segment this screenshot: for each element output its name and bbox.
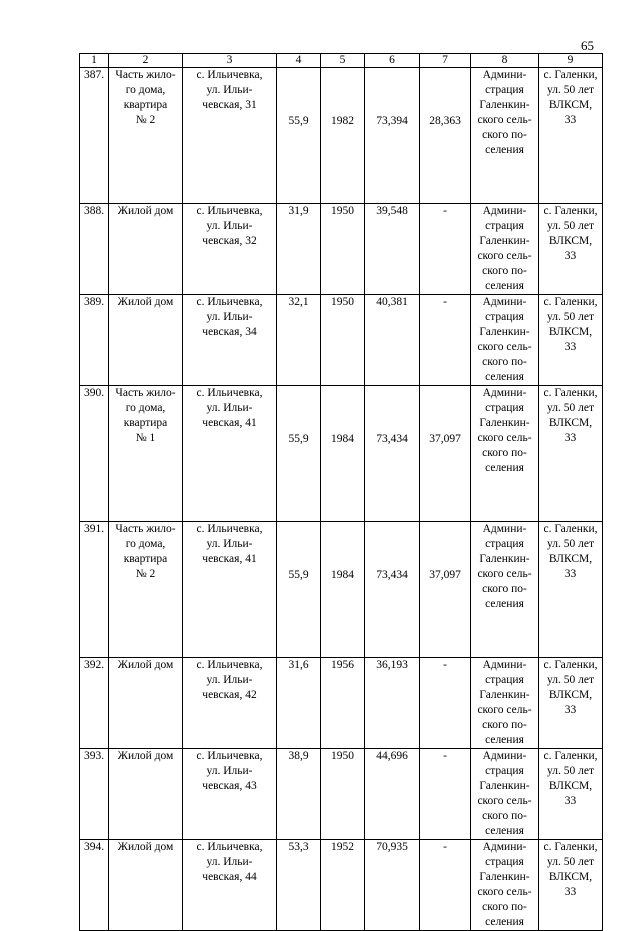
cell-line: с. Галенки, [543,750,598,762]
value-cell: 73,394 [365,68,420,204]
cell-line: страция [485,84,524,96]
cell-line: Галенкин- [479,417,530,429]
table-row [80,658,603,749]
residual-value-cell: 28,363 [420,68,471,204]
column-number: 7 [420,54,471,68]
row-number: 389. [80,295,109,386]
cell-line: с. Галенки, [543,205,598,217]
year-cell: 1956 [321,658,365,749]
owner-cell [471,295,539,386]
cell-line: с. Галенки, [543,841,598,853]
cell-line: ул. Ильи- [206,538,253,550]
value-cell: 39,548 [365,204,420,295]
cell-line: с. Ильичевка, [196,659,263,671]
property-registry-table [79,53,603,931]
cell-line: с. Галенки, [543,69,598,81]
cell-line: с. Ильичевка, [196,296,263,308]
cell-line: 33 [564,704,577,716]
value-cell: 70,935 [365,840,420,931]
cell-line: ского сель- [477,432,532,444]
cell-line: ского по- [482,901,527,913]
cell-line: ского сель- [477,795,532,807]
cell-line: страция [485,538,524,550]
page-number: 65 [581,38,594,53]
cell-line: с. Галенки, [543,296,598,308]
cell-line: селения [485,734,524,746]
cell-line: ул. Ильи- [206,220,253,232]
owner-address-cell [539,295,603,386]
cell-line: го дома, [125,538,166,550]
cell-line: 33 [564,795,577,807]
owner-cell [471,522,539,658]
cell-line: ул. 50 лет [547,856,594,868]
owner-address-cell [539,68,603,204]
year-cell: 1950 [321,204,365,295]
cell-line: с. Ильичевка, [196,750,263,762]
object-name-cell [109,295,183,386]
cell-line: страция [485,674,524,686]
header-row [80,54,603,68]
owner-cell [471,749,539,840]
residual-value-cell: 37,097 [420,386,471,522]
cell-line: селения [485,916,524,928]
cell-line: селения [485,371,524,383]
area-cell: 38,9 [277,749,321,840]
object-name-cell [109,749,183,840]
cell-line: ВЛКСМ, [548,553,593,565]
column-number: 3 [183,54,277,68]
object-name-cell [109,204,183,295]
column-number: 4 [277,54,321,68]
cell-line: ВЛКСМ, [548,417,593,429]
year-cell: 1950 [321,749,365,840]
cell-line: ул. 50 лет [547,765,594,777]
cell-line: ского по- [482,265,527,277]
cell-line: ского сель- [477,114,532,126]
cell-line: 33 [564,250,577,262]
cell-line: чевская, 31 [202,99,257,111]
area-cell: 32,1 [277,295,321,386]
cell-line: Галенкин- [479,99,530,111]
address-cell [183,204,277,295]
cell-line: с. Ильичевка, [196,387,263,399]
address-cell [183,68,277,204]
owner-address-cell [539,658,603,749]
row-number: 394. [80,840,109,931]
table-row [80,295,603,386]
cell-line: квартира [123,553,168,565]
row-number: 391. [80,522,109,658]
cell-line: ского сель- [477,704,532,716]
cell-line: Жилой дом [117,296,174,308]
cell-line: ул. 50 лет [547,538,594,550]
cell-line: Галенкин- [479,326,530,338]
cell-line: Админи- [482,387,527,399]
residual-value-cell: - [420,204,471,295]
residual-value-cell: - [420,840,471,931]
cell-line: № 2 [135,568,156,580]
cell-line: Админи- [482,69,527,81]
value-cell: 44,696 [365,749,420,840]
cell-line: квартира [123,417,168,429]
cell-line: ского по- [482,719,527,731]
cell-line: Админи- [482,659,527,671]
area-cell: 53,3 [277,840,321,931]
residual-value-cell: - [420,295,471,386]
cell-line: Жилой дом [117,750,174,762]
cell-line: 33 [564,432,577,444]
table-body [80,68,603,931]
cell-line: ВЛКСМ, [548,235,593,247]
cell-line: с. Ильичевка, [196,69,263,81]
cell-line: ул. Ильи- [206,674,253,686]
table-row [80,522,603,658]
column-number: 2 [109,54,183,68]
owner-cell [471,68,539,204]
cell-line: чевская, 34 [202,326,257,338]
row-number: 393. [80,749,109,840]
cell-line: селения [485,598,524,610]
cell-line: ул. 50 лет [547,84,594,96]
cell-line: ул. Ильи- [206,856,253,868]
object-name-cell [109,386,183,522]
cell-line: Жилой дом [117,841,174,853]
address-cell [183,840,277,931]
cell-line: ВЛКСМ, [548,871,593,883]
cell-line: селения [485,825,524,837]
cell-line: ВЛКСМ, [548,689,593,701]
object-name-cell [109,840,183,931]
row-number: 390. [80,386,109,522]
cell-line: селения [485,280,524,292]
object-name-cell [109,658,183,749]
owner-cell [471,658,539,749]
cell-line: Жилой дом [117,659,174,671]
cell-line: Часть жило- [115,69,176,81]
cell-line: 33 [564,568,577,580]
cell-line: страция [485,220,524,232]
cell-line: с. Галенки, [543,387,598,399]
column-number: 5 [321,54,365,68]
cell-line: с. Ильичевка, [196,523,263,535]
cell-line: страция [485,311,524,323]
owner-address-cell [539,386,603,522]
row-number: 392. [80,658,109,749]
year-cell: 1984 [321,522,365,658]
cell-line: с. Ильичевка, [196,841,263,853]
row-number: 387. [80,68,109,204]
owner-address-cell [539,749,603,840]
cell-line: ского сель- [477,886,532,898]
cell-line: чевская, 43 [202,780,257,792]
row-number: 388. [80,204,109,295]
cell-line: Админи- [482,523,527,535]
cell-line: Галенкин- [479,553,530,565]
owner-address-cell [539,204,603,295]
cell-line: ВЛКСМ, [548,780,593,792]
cell-line: ского по- [482,447,527,459]
cell-line: страция [485,856,524,868]
year-cell: 1982 [321,68,365,204]
residual-value-cell: - [420,658,471,749]
area-cell: 31,6 [277,658,321,749]
cell-line: Часть жило- [115,523,176,535]
cell-line: Галенкин- [479,235,530,247]
cell-line: Админи- [482,750,527,762]
cell-line: ского сель- [477,250,532,262]
cell-line: ул. Ильи- [206,311,253,323]
cell-line: Админи- [482,841,527,853]
table-row [80,749,603,840]
cell-line: ского по- [482,129,527,141]
address-cell [183,522,277,658]
table-row [80,68,603,204]
area-cell: 55,9 [277,386,321,522]
owner-cell [471,840,539,931]
table-row [80,840,603,931]
cell-line: селения [485,462,524,474]
address-cell [183,658,277,749]
cell-line: ского по- [482,356,527,368]
cell-line: квартира [123,99,168,111]
cell-line: страция [485,765,524,777]
owner-address-cell [539,840,603,931]
cell-line: ского по- [482,810,527,822]
cell-line: селения [485,144,524,156]
cell-line: го дома, [125,402,166,414]
cell-line: 33 [564,114,577,126]
cell-line: Галенкин- [479,871,530,883]
cell-line: Галенкин- [479,780,530,792]
value-cell: 73,434 [365,522,420,658]
year-cell: 1950 [321,295,365,386]
cell-line: ского по- [482,583,527,595]
cell-line: ул. 50 лет [547,220,594,232]
cell-line: чевская, 32 [202,235,257,247]
cell-line: ул. Ильи- [206,84,253,96]
cell-line: чевская, 41 [202,417,257,429]
column-number: 9 [539,54,603,68]
cell-line: Жилой дом [117,205,174,217]
cell-line: с. Галенки, [543,659,598,671]
owner-cell [471,204,539,295]
owner-address-cell [539,522,603,658]
cell-line: ВЛКСМ, [548,99,593,111]
cell-line: Галенкин- [479,689,530,701]
cell-line: чевская, 42 [202,689,257,701]
cell-line: 33 [564,886,577,898]
year-cell: 1952 [321,840,365,931]
cell-line: чевская, 44 [202,871,257,883]
column-number-header [80,54,603,68]
cell-line: чевская, 41 [202,553,257,565]
cell-line: Админи- [482,205,527,217]
cell-line: с. Ильичевка, [196,205,263,217]
table-row [80,386,603,522]
object-name-cell [109,522,183,658]
address-cell [183,749,277,840]
area-cell: 55,9 [277,522,321,658]
cell-line: ул. 50 лет [547,674,594,686]
residual-value-cell: 37,097 [420,522,471,658]
cell-line: ского сель- [477,568,532,580]
value-cell: 36,193 [365,658,420,749]
cell-line: № 1 [135,432,156,444]
residual-value-cell: - [420,749,471,840]
address-cell [183,386,277,522]
cell-line: ул. 50 лет [547,311,594,323]
area-cell: 55,9 [277,68,321,204]
cell-line: с. Галенки, [543,523,598,535]
cell-line: Админи- [482,296,527,308]
cell-line: 33 [564,341,577,353]
cell-line: Часть жило- [115,387,176,399]
column-number: 1 [80,54,109,68]
table-row [80,204,603,295]
address-cell [183,295,277,386]
cell-line: ского сель- [477,341,532,353]
value-cell: 73,434 [365,386,420,522]
column-number: 8 [471,54,539,68]
owner-cell [471,386,539,522]
cell-line: № 2 [135,114,156,126]
cell-line: ул. Ильи- [206,765,253,777]
area-cell: 31,9 [277,204,321,295]
cell-line: ВЛКСМ, [548,326,593,338]
cell-line: го дома, [125,84,166,96]
cell-line: ул. Ильи- [206,402,253,414]
column-number: 6 [365,54,420,68]
year-cell: 1984 [321,386,365,522]
cell-line: ул. 50 лет [547,402,594,414]
object-name-cell [109,68,183,204]
value-cell: 40,381 [365,295,420,386]
cell-line: страция [485,402,524,414]
